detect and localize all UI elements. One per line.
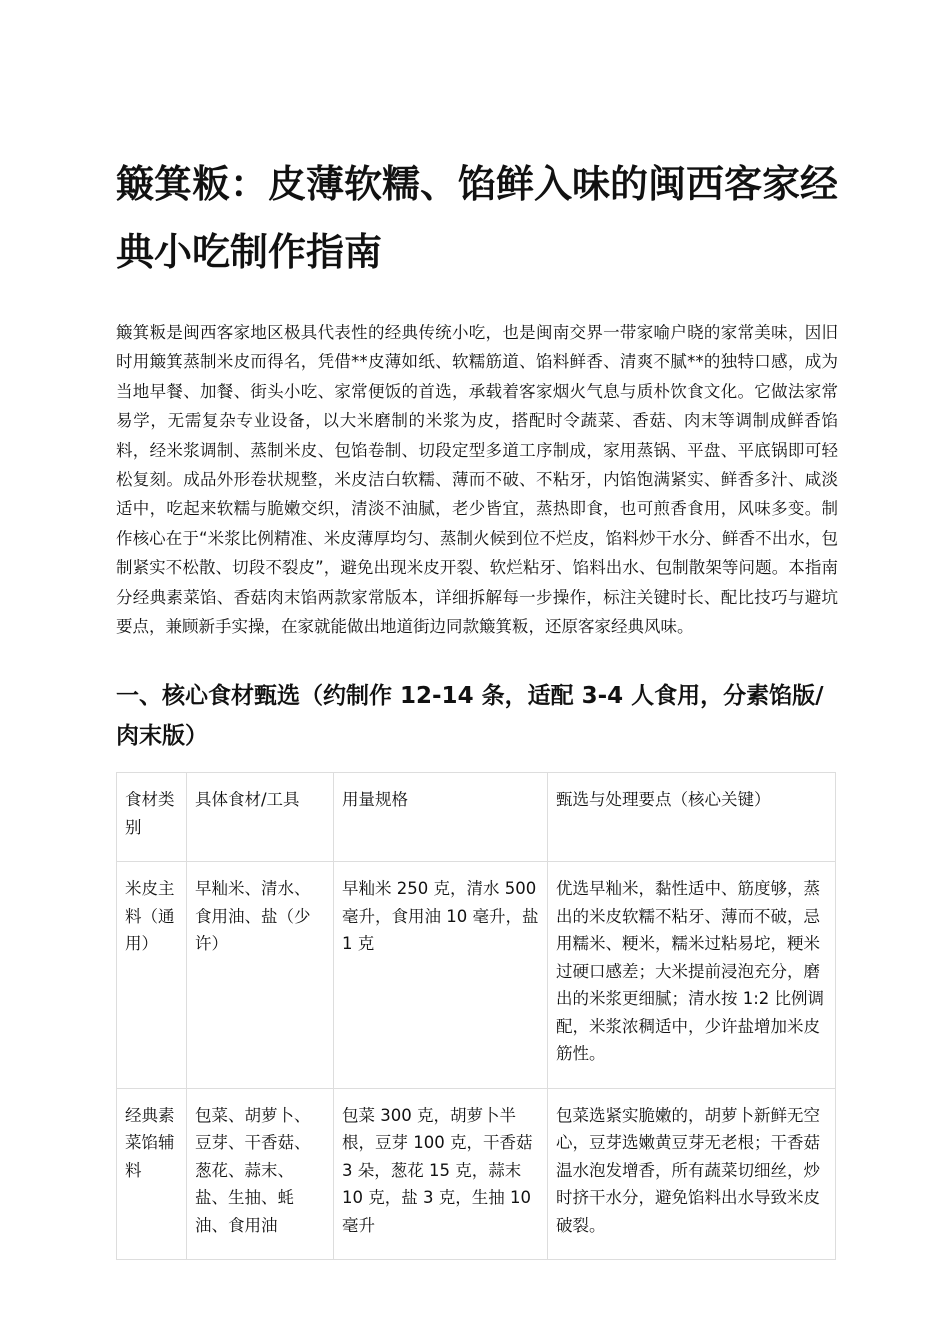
table-cell: 包菜选紧实脆嫩的，胡萝卜新鲜无空心，豆芽选嫩黄豆芽无老根；干香菇温水泡发增香，所有蔬菜切细丝，炒时挤干水分，避免馅料出水导致米皮破裂。 (548, 1088, 836, 1260)
table-cell: 早籼米 250 克，清水 500 毫升，食用油 10 毫升，盐 1 克 (334, 862, 548, 1089)
ingredients-table-container (116, 772, 835, 1235)
header-category: 食材类别 (117, 773, 187, 862)
table-row (117, 1088, 836, 1260)
table-header-row (117, 773, 836, 862)
page-title: 簸箕粄：皮薄软糯、馅鲜入味的闽西客家经典小吃制作指南 (116, 162, 839, 274)
header-amount: 用量规格 (334, 773, 548, 862)
table-row (117, 862, 836, 1089)
intro-paragraph: 簸箕粄是闽西客家地区极具代表性的经典传统小吃，也是闽南交界一带家喻户晓的家常美味，因旧时用簸箕蒸制米皮而得名，凭借**皮薄如纸、软糯筋道、馅料鲜香、清爽不腻**的独特口感，成为当地早餐、加餐、街头小吃、家常便饭的首选，承载着客家烟火气息与质朴饮食文化。它做法家常易学，无需复杂专业设备，以大米磨制的米浆为皮，搭配时令蔬菜、香菇、肉末等调制成鲜香馅料，经米浆调制、蒸制米皮、包馅卷制、切段定型多道工序制成，家用蒸锅、平盘、平底锅即可轻松复刻。成品外形卷状规整，米皮洁白软糯、薄而不破、不粘牙，内馅饱满紧实、鲜香多汁、咸淡适中，吃起来软糯与脆嫩交织，清淡不油腻，老少皆宜，蒸热即食，也可煎香食用，风味多变。制作核心在于“米浆比例精准、米皮薄厚均匀、蒸制火候到位不烂皮，馅料炒干水分、鲜香不出水，包制紧实不松散、切段不裂皮”，避免出现米皮开裂、软烂粘牙、馅料出水、包制散架等问题。本指南分经典素菜馅、香菇肉末馅两款家常版本，详细拆解每一步操作，标注关键时长、配比技巧与避坑要点，兼顾新手实操，在家就能做出地道街边同款簸箕粄，还原客家经典风味。 (116, 323, 838, 637)
header-item: 具体食材/工具 (187, 773, 334, 862)
table-cell: 早籼米、清水、食用油、盐（少许） (187, 862, 334, 1089)
header-notes: 甄选与处理要点（核心关键） (548, 773, 836, 862)
table-cell: 经典素菜馅辅料 (117, 1088, 187, 1260)
table-cell: 优选早籼米，黏性适中、筋度够，蒸出的米皮软糯不粘牙、薄而不破，忌用糯米、粳米，糯米过粘易坨，粳米过硬口感差；大米提前浸泡充分，磨出的米浆更细腻；清水按 1:2 比例调配，米浆浓稠适中，少许盐增加米皮筋性。 (548, 862, 836, 1089)
table-cell: 包菜 300 克，胡萝卜半根，豆芽 100 克，干香菇 3 朵，葱花 15 克，蒜末 10 克，盐 3 克，生抽 10 毫升 (334, 1088, 548, 1260)
table-cell: 米皮主料（通用） (117, 862, 187, 1089)
table-cell: 包菜、胡萝卜、豆芽、干香菇、葱花、蒜末、盐、生抽、蚝油、食用油 (187, 1088, 334, 1260)
section-heading-ingredients: 一、核心食材甄选（约制作 12-14 条，适配 3-4 人食用，分素馅版/肉末版） (116, 683, 824, 749)
ingredients-table (116, 772, 836, 1260)
